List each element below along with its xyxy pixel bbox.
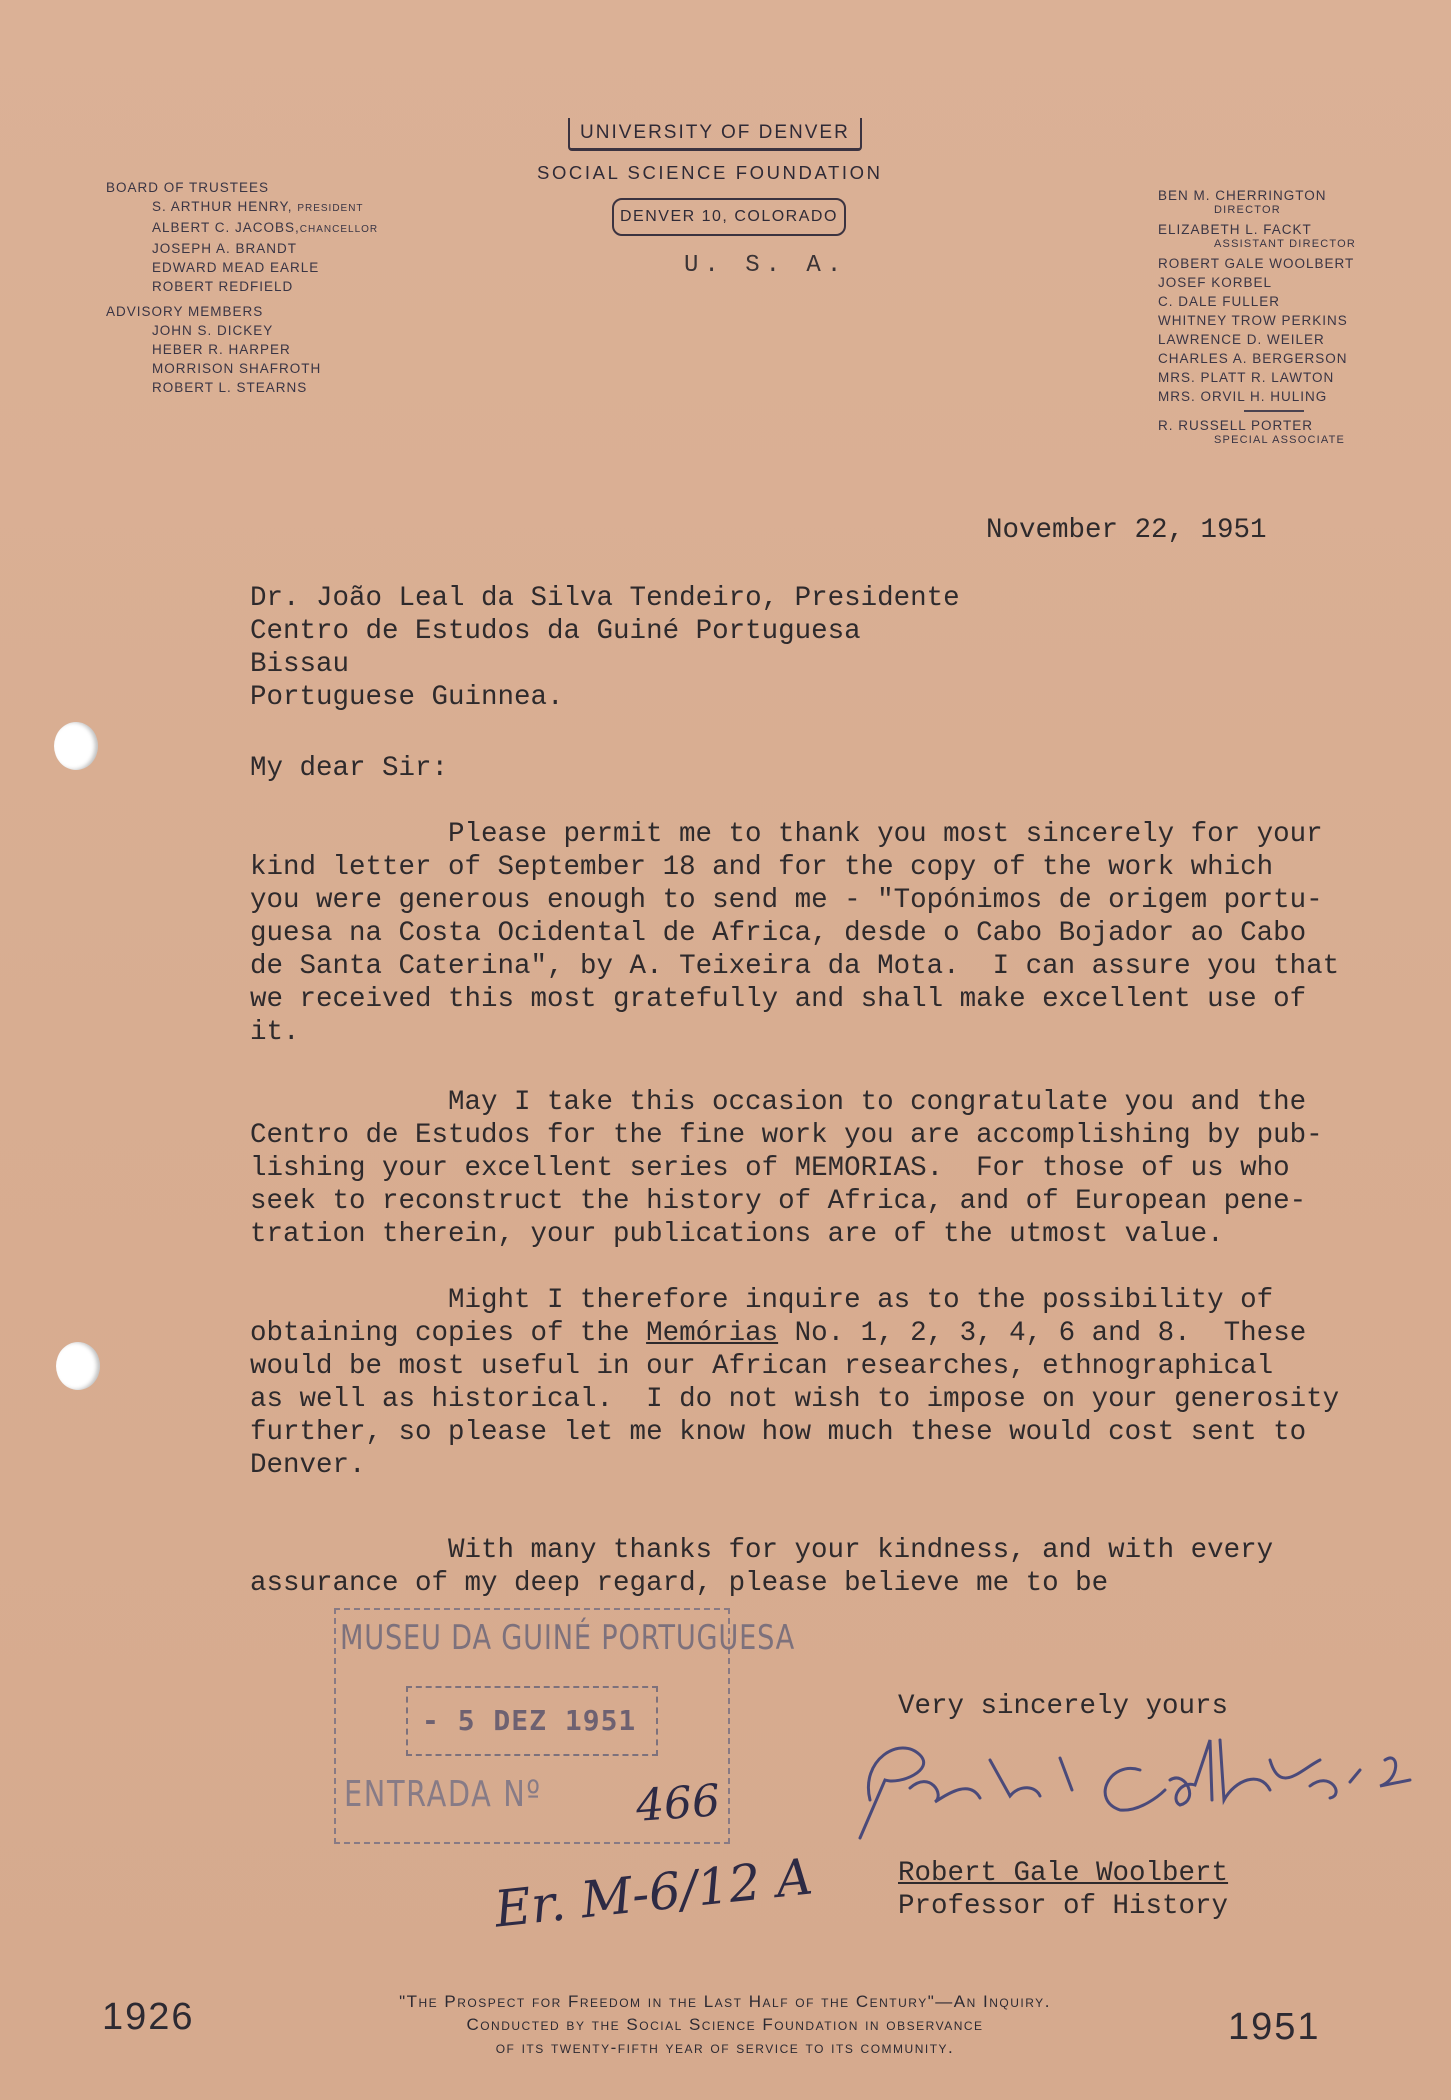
staff-member: LAWRENCE D. WEILER xyxy=(1158,332,1325,347)
board-of-trustees xyxy=(106,178,378,397)
board-member: EDWARD MEAD EARLE xyxy=(152,260,320,275)
advisory-member: HEBER R. HARPER xyxy=(152,342,291,357)
letter-date: November 22, 1951 xyxy=(986,515,1267,546)
board-member: S. ARTHUR HENRY, PRESIDENT xyxy=(152,199,364,214)
country-label: U. S. A. xyxy=(684,252,848,279)
handwritten-signature xyxy=(840,1700,1450,1850)
board-heading: BOARD OF TRUSTEES xyxy=(106,180,270,195)
advisory-member: MORRISON SHAFROTH xyxy=(152,361,322,376)
staff-member: WHITNEY TROW PERKINS xyxy=(1158,313,1348,328)
city-label: DENVER 10, COLORADO xyxy=(612,198,846,236)
staff-member: MRS. PLATT R. LAWTON xyxy=(1158,370,1335,385)
paragraph-1: Please permit me to thank you most sincerely for your kind letter of September 18 and for the copy of the work which you were generous enough to send me - "Topónimos de origem portu- guesa na Costa Ocidental de Africa, desde o Cabo Bojador ao Cabo de Santa Caterina", by A. Teixeira da Mota. I can assure you that we received this most gratefully and shall make excellent use of it. xyxy=(250,819,1340,1048)
foundation-name: SOCIAL SCIENCE FOUNDATION xyxy=(537,162,883,183)
reference-handwritten: Er. M-6/12 A xyxy=(491,1847,816,1939)
signatory-title: Professor of History xyxy=(898,1891,1229,1922)
staff-member: C. DALE FULLER xyxy=(1158,294,1281,309)
paragraph-3: Might I therefore inquire as to the possibility of obtaining copies of the Memórias No. 1, 2, 3, 4, 6 and 8. These would be most useful in our African researches, ethnographical as well as historical. I do not wish to impose on your generosity further, so please let me know how much these would cost sent to Denver. xyxy=(250,1285,1340,1481)
staff-role: ASSISTANT DIRECTOR xyxy=(1214,238,1357,250)
board-member: ROBERT REDFIELD xyxy=(152,279,294,294)
closing: Very sincerely yours xyxy=(898,1691,1229,1722)
stamp-entry-label: ENTRADA Nº xyxy=(344,1774,542,1815)
board-member: JOSEPH A. BRANDT xyxy=(152,241,298,256)
paragraph-4: With many thanks for your kindness, and with every assurance of my deep regard, please believe me to be xyxy=(250,1535,1274,1599)
memorias-title: Memórias xyxy=(646,1318,779,1349)
punch-hole-top xyxy=(54,722,98,770)
entry-number-handwritten: 466 xyxy=(634,1775,722,1832)
staff-member: JOSEF KORBEL xyxy=(1158,275,1273,290)
advisory-heading: ADVISORY MEMBERS xyxy=(106,304,264,319)
stamp-date: - 5 DEZ 1951 xyxy=(422,1704,637,1737)
staff-member: ELIZABETH L. FACKT xyxy=(1158,222,1312,237)
university-name: UNIVERSITY OF DENVER xyxy=(568,118,862,151)
signatory-name: Robert Gale Woolbert xyxy=(898,1858,1229,1889)
salutation: My dear Sir: xyxy=(250,753,449,784)
recipient-address: Dr. João Leal da Silva Tendeiro, Presidente Centro de Estudos da Guiné Portuguesa Bissau Portuguese Guinnea. xyxy=(250,583,960,713)
footer-year-start: 1926 xyxy=(102,1996,195,2038)
staff-member: CHARLES A. BERGERSON xyxy=(1158,351,1348,366)
punch-hole-bottom xyxy=(56,1342,100,1390)
divider xyxy=(1244,410,1304,412)
special-associate-name: R. RUSSELL PORTER xyxy=(1158,418,1314,433)
advisory-member: ROBERT L. STEARNS xyxy=(152,380,308,395)
special-associate-role: SPECIAL ASSOCIATE xyxy=(1214,434,1346,446)
advisory-member: JOHN S. DICKEY xyxy=(152,323,274,338)
footer-year-end: 1951 xyxy=(1228,2006,1321,2048)
staff-member: MRS. ORVIL H. HULING xyxy=(1158,389,1328,404)
staff-member: ROBERT GALE WOOLBERT xyxy=(1158,256,1355,271)
stamp-title: MUSEU DA GUINÉ PORTUGUESA xyxy=(340,1618,796,1658)
staff-list xyxy=(1158,186,1356,450)
signatory xyxy=(898,1857,1228,1923)
footer-text: "The Prospect for Freedom in the Last Half of the Century"—An Inquiry. Conducted by the Social Science Foundation in observance of its twenty-fifth year of service to its community. xyxy=(399,1992,1051,2057)
staff-role: DIRECTOR xyxy=(1214,204,1281,216)
paragraph-2: May I take this occasion to congratulate you and the Centro de Estudos for the fine work you are accomplishing by pub- lishing your excellent series of MEMORIAS. For those of us who seek to reconstruct the history of Africa, and of European pene- tration therein, your publications are of the utmost value. xyxy=(250,1087,1323,1250)
staff-member: BEN M. CHERRINGTON xyxy=(1158,188,1327,203)
board-member: ALBERT C. JACOBS,CHANCELLOR xyxy=(152,220,379,235)
